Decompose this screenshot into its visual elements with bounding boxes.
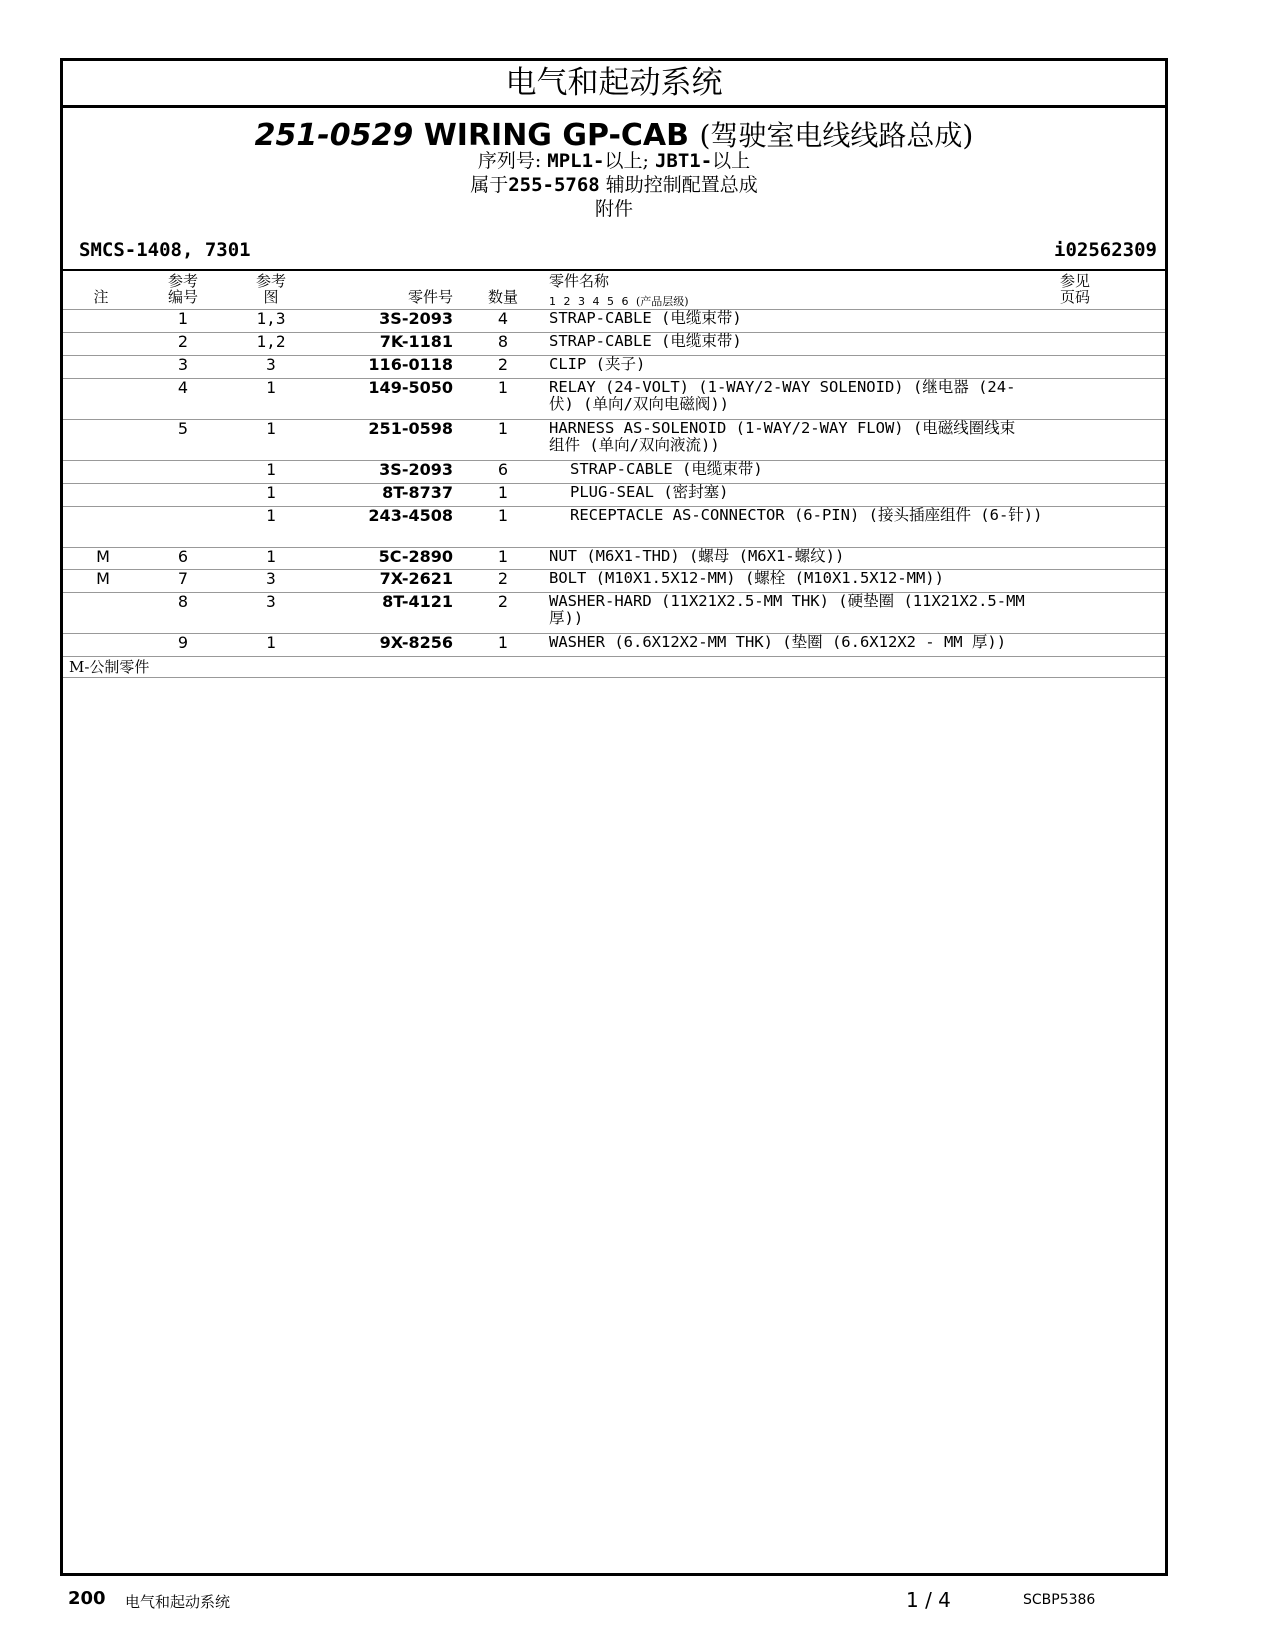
col-page-line1: 参见 (1059, 272, 1090, 290)
serial-range-1: 以上; (604, 150, 649, 172)
row-part-number: 3S-2093 (379, 460, 453, 479)
row-part-number: 7K-1181 (379, 332, 453, 351)
row-ref-number: 7 (177, 569, 189, 588)
row-note: M (96, 569, 110, 588)
row-part-name: BOLT (M10X1.5X12-MM) (螺栓 (M10X1.5X12-MM)) (549, 569, 944, 587)
row-ref-number: 1 (177, 309, 189, 328)
table-header (63, 273, 1165, 307)
assembly-number: 251-0529 (254, 118, 414, 153)
col-ref (161, 273, 205, 305)
row-note: M (96, 547, 110, 566)
row-quantity: 4 (497, 309, 509, 328)
row-part-name: RECEPTACLE AS-CONNECTOR (6-PIN) (接头插座组件 (6-针)) (570, 506, 1043, 524)
belongs-line (63, 173, 1165, 197)
row-quantity: 6 (497, 460, 509, 479)
level-note: (产品层级) (635, 295, 689, 308)
row-quantity: 1 (497, 419, 509, 438)
serial-line (63, 149, 1165, 173)
level-numbers: 1 2 3 4 5 6 (549, 295, 631, 308)
row-part-name: STRAP-CABLE (电缆束带) (549, 332, 742, 350)
row-part-name: RELAY (24-VOLT) (1-WAY/2-WAY SOLENOID) (继电器 (24-伏) (单向/双向电磁阀)) (549, 378, 1016, 413)
row-part-number: 8T-8737 (382, 483, 453, 502)
row-quantity: 2 (497, 569, 509, 588)
footer-section: 电气和起动系统 (125, 1593, 231, 1611)
table-row (63, 547, 1165, 569)
serial-prefix-2: JBT1- (654, 150, 713, 172)
table-row (63, 633, 1165, 656)
table-row (63, 569, 1165, 592)
table-row (63, 483, 1165, 506)
row-ref-figure: 1 (266, 547, 276, 566)
row-part-name: HARNESS AS-SOLENOID (1-WAY/2-WAY FLOW) (电磁线圈线束组件 (单向/双向液流)) (549, 419, 1016, 454)
row-part-number: 9X-8256 (379, 633, 453, 652)
row-ref-figure: 1 (266, 483, 276, 502)
row-quantity: 2 (497, 355, 509, 374)
row-quantity: 1 (497, 483, 509, 502)
row-part-name: STRAP-CABLE (电缆束带) (570, 460, 763, 478)
row-ref-number: 4 (177, 378, 189, 397)
row-quantity: 8 (497, 332, 509, 351)
row-ref-figure: 3 (266, 592, 276, 611)
belongs-prefix: 属于 (470, 174, 509, 196)
row-quantity: 2 (497, 592, 509, 611)
row-part-number: 5C-2890 (378, 547, 453, 566)
metric-footnote: M-公制零件 (63, 656, 1165, 678)
table-row (63, 506, 1165, 547)
row-ref-number: 6 (177, 547, 189, 566)
row-ref-number: 3 (177, 355, 189, 374)
row-part-number: 116-0118 (368, 355, 453, 374)
product-levels (549, 293, 689, 309)
row-ref-figure: 1 (266, 419, 276, 438)
assembly-name: WIRING GP-CAB (423, 118, 690, 153)
col-ref-line2: 编号 (167, 288, 198, 306)
table-row (63, 419, 1165, 460)
row-part-number: 149-5050 (368, 378, 453, 397)
row-part-name: NUT (M6X1-THD) (螺母 (M6X1-螺纹)) (549, 547, 845, 565)
col-page-line2: 页码 (1059, 288, 1090, 306)
table-row (63, 460, 1165, 483)
sheet-indicator: 1 / 4 (906, 1588, 951, 1612)
table-row (63, 309, 1165, 332)
page-number: 200 (68, 1588, 106, 1609)
row-ref-figure: 1 (266, 378, 276, 397)
serial-range-2: 以上 (712, 150, 751, 172)
row-quantity: 1 (497, 547, 509, 566)
row-part-name: PLUG-SEAL (密封塞) (570, 483, 729, 501)
col-fig-line1: 参考 (255, 272, 286, 290)
row-part-number: 243-4508 (368, 506, 453, 525)
parts-table-body (63, 309, 1165, 678)
row-part-name: CLIP (夹子) (549, 355, 646, 373)
smcs-code: SMCS-1408, 7301 (79, 239, 251, 261)
row-ref-figure: 3 (266, 569, 276, 588)
page-frame (60, 58, 1168, 1576)
table-row (63, 332, 1165, 355)
row-part-number: 251-0598 (368, 419, 453, 438)
section-title: 电气和起动系统 (63, 61, 1165, 108)
serial-label: 序列号: (477, 150, 542, 172)
col-qty: 数量 (487, 288, 518, 306)
row-ref-number: 2 (177, 332, 189, 351)
attachment-label: 附件 (594, 198, 633, 220)
belongs-number: 255-5768 (508, 174, 600, 196)
row-ref-figure: 1 (266, 460, 276, 479)
row-ref-number: 8 (177, 592, 189, 611)
row-ref-figure: 3 (266, 355, 276, 374)
row-ref-number: 9 (177, 633, 189, 652)
row-part-number: 3S-2093 (379, 309, 453, 328)
col-see-page (1053, 273, 1097, 305)
col-fig (249, 273, 293, 305)
table-row (63, 355, 1165, 378)
col-note: 注 (93, 288, 109, 306)
header-rule (63, 269, 1165, 271)
col-ref-line1: 参考 (167, 272, 198, 290)
illustration-id: i02562309 (1054, 239, 1157, 261)
row-part-number: 8T-4121 (382, 592, 453, 611)
row-ref-number: 5 (177, 419, 189, 438)
row-part-name: STRAP-CABLE (电缆束带) (549, 309, 742, 327)
table-row (63, 592, 1165, 633)
row-part-name: WASHER (6.6X12X2-MM THK) (垫圈 (6.6X12X2 - MM 厚)) (549, 633, 1007, 651)
row-part-name: WASHER-HARD (11X21X2.5-MM THK) (硬垫圈 (11X21X2.5-MM 厚)) (549, 592, 1025, 627)
belongs-desc: 辅助控制配置总成 (605, 174, 758, 196)
table-row (63, 378, 1165, 419)
col-part-number: 零件号 (407, 288, 453, 306)
row-ref-figure: 1,2 (256, 332, 286, 351)
col-part-name: 零件名称 (549, 272, 610, 290)
row-part-number: 7X-2621 (379, 569, 453, 588)
col-fig-line2: 图 (263, 288, 279, 306)
row-quantity: 1 (497, 633, 509, 652)
row-ref-figure: 1 (266, 633, 276, 652)
document-code: SCBP5386 (1023, 1592, 1096, 1608)
row-quantity: 1 (497, 378, 509, 397)
serial-prefix-1: MPL1- (547, 150, 605, 172)
row-ref-figure: 1,3 (256, 309, 286, 328)
assembly-name-cn: (驾驶室电线线路总成) (699, 119, 974, 152)
row-quantity: 1 (497, 506, 509, 525)
row-ref-figure: 1 (266, 506, 276, 525)
